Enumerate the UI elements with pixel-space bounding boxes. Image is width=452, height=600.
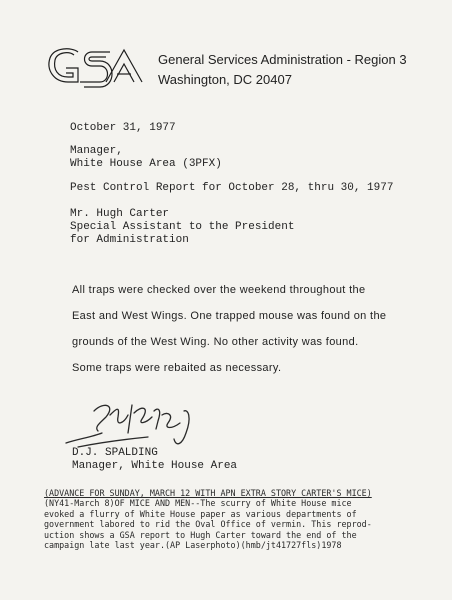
caption-line-3: government labored to rid the Oval Office of vermin. This reprod- xyxy=(44,519,372,530)
to-line-2: Special Assistant to the President xyxy=(70,221,295,233)
org-name: General Services Administration - Region 3 xyxy=(158,52,407,67)
caption-line-5: campaign late last year.(AP Laserphoto)(hmb/jt41727fls)1978 xyxy=(44,540,342,551)
caption-line-2: evoked a flurry of White House paper as various departments of xyxy=(44,508,357,519)
body-line-4: Some traps were rebaited as necessary. xyxy=(72,362,282,374)
gsa-logo xyxy=(44,44,146,88)
signer-name: D.J. SPALDING xyxy=(72,447,158,459)
signer-title: Manager, White House Area xyxy=(72,460,238,472)
memo-date: October 31, 1977 xyxy=(70,122,176,134)
caption-line-4: uction shows a GSA report to Hugh Carter toward the end of the xyxy=(44,529,357,540)
to-line-1: Mr. Hugh Carter xyxy=(70,208,170,220)
org-city: Washington, DC 20407 xyxy=(158,72,292,87)
ap-caption xyxy=(44,488,444,550)
memo-subject: Pest Control Report for October 28, thru 30, 1977 xyxy=(70,182,394,194)
body-line-1: All traps were checked over the weekend throughout the xyxy=(72,284,366,296)
caption-header: (ADVANCE FOR SUNDAY, MARCH 12 WITH APN EXTRA STORY CARTER'S MICE) xyxy=(44,488,372,498)
from-line-1: Manager, xyxy=(70,145,123,157)
body-line-3: grounds of the West Wing. No other activity was found. xyxy=(72,336,359,348)
caption-line-1: (NY41-March 8)OF MICE AND MEN--The scurry of White House mice xyxy=(44,498,352,509)
to-line-3: for Administration xyxy=(70,234,189,246)
handwritten-signature xyxy=(58,393,208,455)
body-line-2: East and West Wings. One trapped mouse was found on the xyxy=(72,310,387,322)
from-line-2: White House Area (3PFX) xyxy=(70,158,222,170)
logo-text: GSA xyxy=(95,70,98,71)
